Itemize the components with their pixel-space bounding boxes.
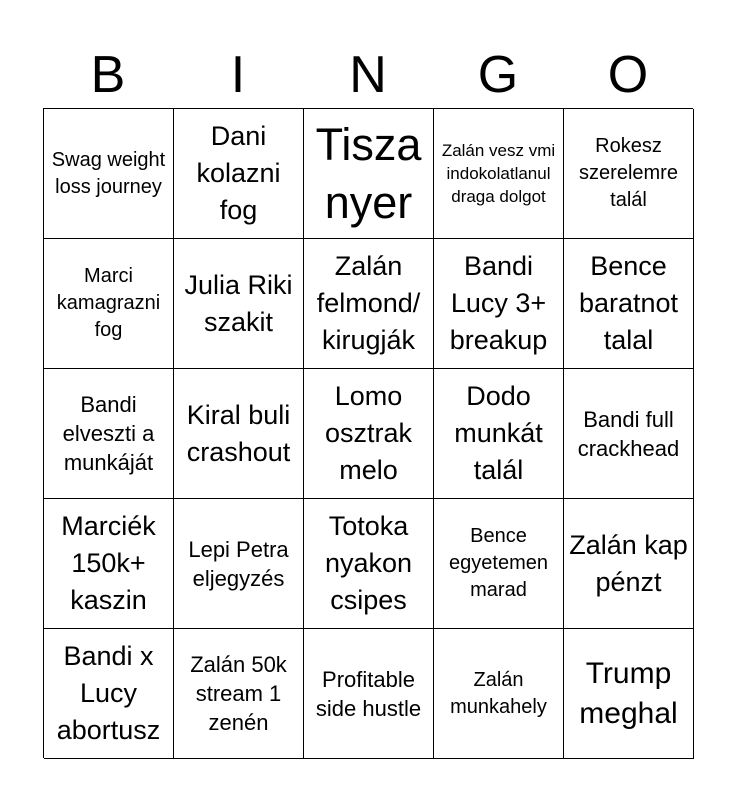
bingo-cell-text: Lomo osztrak melo bbox=[324, 381, 413, 485]
bingo-board bbox=[43, 108, 693, 758]
bingo-cell-text: Profitable side hustle bbox=[315, 666, 422, 721]
bingo-cell-text: Marci kamagrazni fog bbox=[56, 265, 161, 341]
bingo-cell-text: Bandi x Lucy abortusz bbox=[56, 641, 161, 745]
bingo-cell[interactable] bbox=[174, 369, 304, 499]
header-letter-n: N bbox=[349, 46, 387, 104]
bingo-cell[interactable] bbox=[174, 239, 304, 369]
bingo-cell[interactable] bbox=[174, 499, 304, 629]
bingo-cell[interactable] bbox=[434, 239, 564, 369]
bingo-cell[interactable] bbox=[304, 369, 434, 499]
bingo-cell-text: Tisza nyer bbox=[315, 118, 422, 228]
bingo-cell[interactable] bbox=[44, 499, 174, 629]
bingo-cell[interactable] bbox=[44, 369, 174, 499]
bingo-cell-text: Bence baratnot talal bbox=[578, 251, 679, 355]
bingo-cell[interactable] bbox=[174, 629, 304, 759]
bingo-cell[interactable] bbox=[44, 109, 174, 239]
bingo-cell-text: Julia Riki szakit bbox=[184, 269, 293, 337]
bingo-header bbox=[43, 42, 693, 108]
bingo-cell[interactable] bbox=[304, 629, 434, 759]
bingo-cell-text: Swag weight loss journey bbox=[51, 148, 166, 198]
bingo-cell[interactable] bbox=[564, 369, 694, 499]
bingo-cell[interactable] bbox=[564, 629, 694, 759]
header-letter-b: B bbox=[90, 46, 126, 104]
bingo-cell[interactable] bbox=[44, 239, 174, 369]
bingo-cell[interactable] bbox=[564, 239, 694, 369]
header-letter-o: O bbox=[607, 46, 649, 104]
bingo-cell[interactable] bbox=[174, 109, 304, 239]
bingo-cell-text: Kiral buli crashout bbox=[186, 399, 291, 467]
bingo-cell-text: Trump meghal bbox=[579, 656, 678, 730]
bingo-cell[interactable] bbox=[564, 109, 694, 239]
bingo-cell[interactable] bbox=[44, 629, 174, 759]
bingo-cell[interactable] bbox=[434, 109, 564, 239]
bingo-cell[interactable] bbox=[564, 499, 694, 629]
bingo-cell-text: Bence egyetemen marad bbox=[449, 525, 548, 601]
bingo-cell-text: Zalán kap pénzt bbox=[569, 529, 688, 597]
bingo-cell[interactable] bbox=[304, 109, 434, 239]
bingo-cell-text: Bandi full crackhead bbox=[577, 406, 680, 461]
bingo-cell-text: Dodo munkát talál bbox=[454, 381, 543, 485]
bingo-cell-text: Dani kolazni fog bbox=[196, 121, 281, 225]
bingo-cell-text: Lepi Petra eljegyzés bbox=[188, 536, 289, 591]
bingo-cell-text: Marciék 150k+ kaszin bbox=[61, 511, 156, 615]
bingo-cell[interactable] bbox=[304, 239, 434, 369]
bingo-cell-text: Totoka nyakon csipes bbox=[324, 511, 413, 615]
bingo-cell-text: Bandi elveszti a munkáját bbox=[62, 392, 155, 475]
bingo-cell[interactable] bbox=[434, 629, 564, 759]
header-letter-g: G bbox=[477, 46, 519, 104]
bingo-cell[interactable] bbox=[434, 499, 564, 629]
bingo-cell[interactable] bbox=[304, 499, 434, 629]
bingo-cell[interactable] bbox=[434, 369, 564, 499]
header-letter-i: I bbox=[230, 46, 246, 104]
bingo-cell-text: Rokesz szerelemre talál bbox=[579, 135, 678, 211]
bingo-cell-text: Zalán vesz vmi indokolatlanul draga dolgot bbox=[441, 141, 556, 206]
bingo-cell-text: Zalán 50k stream 1 zenén bbox=[190, 652, 287, 735]
bingo-cell-text: Zalán felmond/ kirugják bbox=[316, 251, 421, 355]
bingo-cell-text: Bandi Lucy 3+ breakup bbox=[449, 251, 548, 355]
bingo-cell-text: Zalán munkahely bbox=[450, 668, 547, 718]
